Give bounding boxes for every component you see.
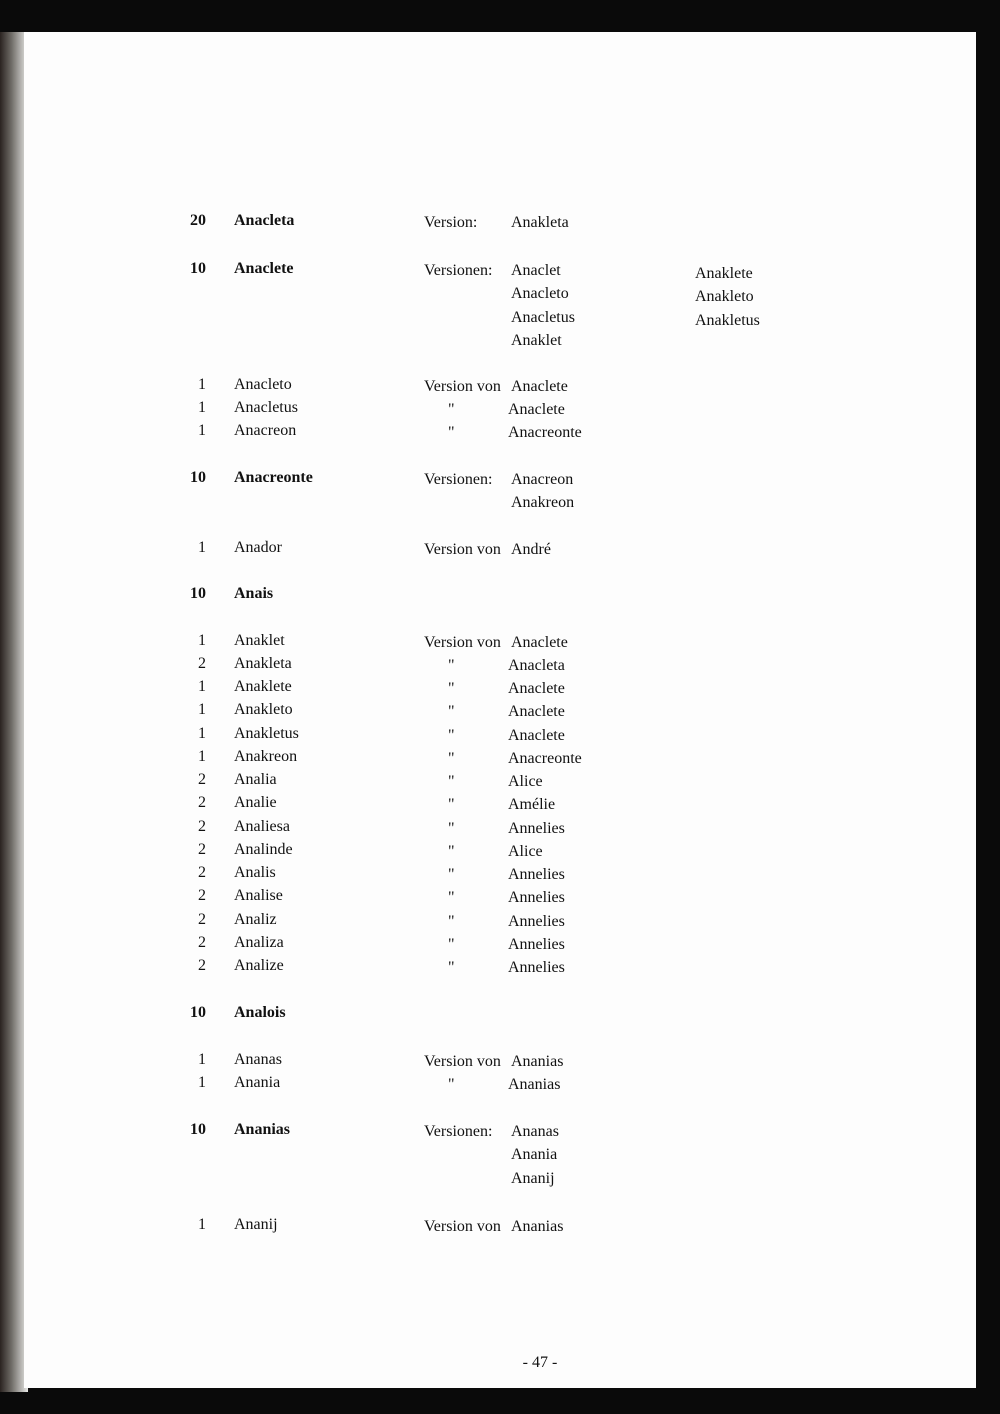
entry-name: Anacleto <box>234 376 292 393</box>
entry-count: 10 <box>190 260 206 277</box>
entry-info-text: Annelies <box>508 820 565 837</box>
entry-count: 20 <box>190 212 206 229</box>
entry-info-text: Ananas <box>511 1123 559 1140</box>
entry-name: Ananij <box>234 1216 278 1233</box>
entry-name: Anaclete <box>234 260 294 277</box>
entry-name: Anacreon <box>234 422 297 439</box>
entry-extra-version: Anaklete <box>695 265 753 282</box>
entry-name: Anacletus <box>234 399 298 416</box>
entry-info-text: Anacleto <box>511 285 569 303</box>
entry-info-text: Anaclete <box>508 680 565 697</box>
entry-count: 10 <box>190 469 206 486</box>
entry-name: Analois <box>234 1004 286 1021</box>
entry-info-text: Anaclete <box>511 634 568 651</box>
entry-info-label: " <box>448 680 455 697</box>
entry-count: 1 <box>198 678 206 695</box>
entry-info-text: Anaclete <box>508 401 565 418</box>
entry-info-text: Annelies <box>508 936 565 953</box>
entry-count: 1 <box>198 1074 206 1091</box>
entry-name: Analinde <box>234 841 293 858</box>
entry-name: Ananas <box>234 1051 282 1068</box>
entry-info-text: Anaclete <box>511 378 568 395</box>
entry-info-text: Anania <box>511 1146 558 1164</box>
entry-name: Analiza <box>234 934 284 951</box>
entry-info-label: " <box>448 424 455 441</box>
entry-info-label: " <box>448 401 455 418</box>
entry-name: Anacleta <box>234 212 295 229</box>
entry-count: 2 <box>198 887 206 904</box>
entry-name: Analis <box>234 864 276 881</box>
entry-info-text: Ananias <box>508 1076 561 1093</box>
entry-info-label: Versionen: <box>424 471 493 488</box>
entry-info-label: Version von <box>424 634 501 651</box>
entry-name: Analiesa <box>234 818 290 835</box>
entry-info-label: " <box>448 889 455 906</box>
entry-count: 1 <box>198 701 206 718</box>
document-page <box>24 32 976 1388</box>
entry-info-label: " <box>448 866 455 883</box>
entry-name: Anakreon <box>234 748 298 765</box>
entry-info-label: " <box>448 843 455 860</box>
entry-info-text: Anacreonte <box>508 424 582 441</box>
entry-count: 2 <box>198 934 206 951</box>
entry-info-label: " <box>448 773 455 790</box>
entry-count: 1 <box>198 748 206 765</box>
entry-name: Analize <box>234 957 284 974</box>
entry-count: 2 <box>198 655 206 672</box>
entry-count: 1 <box>198 422 206 439</box>
entry-info-label: " <box>448 959 455 976</box>
entry-info-label: Version von <box>424 541 501 558</box>
entry-info-text: Ananias <box>511 1218 564 1235</box>
entry-info-text: Anaclete <box>508 703 565 720</box>
entry-info-label: " <box>448 727 455 744</box>
entry-info-label: Version von <box>424 1218 501 1235</box>
entry-info-text: Anakleta <box>511 214 569 231</box>
entry-info-label: " <box>448 750 455 767</box>
entry-count: 2 <box>198 957 206 974</box>
entry-count: 1 <box>198 1216 206 1233</box>
entry-info-label: Version von <box>424 378 501 395</box>
entry-info-text: Anacleta <box>508 657 565 674</box>
entry-count: 2 <box>198 911 206 928</box>
entry-count: 2 <box>198 864 206 881</box>
entry-name: Anakleta <box>234 655 292 672</box>
entry-info-text: Anaclete <box>508 727 565 744</box>
entry-info-label: " <box>448 703 455 720</box>
entry-name: Analiz <box>234 911 277 928</box>
entry-info-text: André <box>511 541 551 558</box>
entry-info-label: Versionen: <box>424 1123 493 1140</box>
entry-count: 2 <box>198 818 206 835</box>
entry-count: 1 <box>198 399 206 416</box>
entry-count: 10 <box>190 1004 206 1021</box>
entry-count: 1 <box>198 539 206 556</box>
entry-info-text: Annelies <box>508 913 565 930</box>
entry-name: Anakletus <box>234 725 299 742</box>
entry-info-text: Anacreon <box>511 471 574 488</box>
entry-name: Analie <box>234 794 277 811</box>
entry-info-label: " <box>448 820 455 837</box>
entry-count: 1 <box>198 1051 206 1068</box>
entry-count: 1 <box>198 632 206 649</box>
entry-info-text: Annelies <box>508 866 565 883</box>
entry-name: Analia <box>234 771 277 788</box>
entry-count: 2 <box>198 771 206 788</box>
entry-info-text: Anacreonte <box>508 750 582 767</box>
entry-count: 1 <box>198 376 206 393</box>
entry-name: Analise <box>234 887 283 904</box>
entry-extra-version: Anakletus <box>695 311 760 329</box>
entry-info-text: Amélie <box>508 796 556 813</box>
entry-info-label: " <box>448 796 455 813</box>
entry-name: Anais <box>234 585 274 602</box>
entry-info-text: Ananias <box>511 1053 564 1070</box>
entry-name: Anaklet <box>234 632 285 649</box>
entry-info-text: Annelies <box>508 959 565 976</box>
entry-info-text: Ananij <box>511 1169 555 1187</box>
entry-info-text: Alice <box>508 843 543 860</box>
entry-count: 2 <box>198 794 206 811</box>
entry-count: 1 <box>198 725 206 742</box>
entry-count: 2 <box>198 841 206 858</box>
entry-name: Anakleto <box>234 701 293 718</box>
entry-info-text: Anaklet <box>511 331 562 349</box>
entry-info-text: Anacletus <box>511 308 575 326</box>
entry-count: 10 <box>190 1121 206 1138</box>
entry-name: Anacreonte <box>234 469 313 486</box>
entry-extra-version: Anakleto <box>695 288 754 306</box>
entry-info-text: Annelies <box>508 889 565 906</box>
entry-count: 10 <box>190 585 206 602</box>
entry-info-label: Version von <box>424 1053 501 1070</box>
entry-info-text: Alice <box>508 773 543 790</box>
entry-info-text: Anaclet <box>511 262 561 279</box>
entry-info-label: Version: <box>424 214 478 231</box>
entry-info-label: " <box>448 913 455 930</box>
entry-name: Ananias <box>234 1121 291 1138</box>
entry-info-label: Versionen: <box>424 262 493 279</box>
entry-name: Anaklete <box>234 678 292 695</box>
entry-name: Anania <box>234 1074 281 1091</box>
entry-info-text: Anakreon <box>511 494 575 512</box>
page-number: - 47 - <box>522 1354 558 1371</box>
entry-name: Anador <box>234 539 282 556</box>
entry-info-label: " <box>448 1076 455 1093</box>
entry-info-label: " <box>448 936 455 953</box>
entry-info-label: " <box>448 657 455 674</box>
